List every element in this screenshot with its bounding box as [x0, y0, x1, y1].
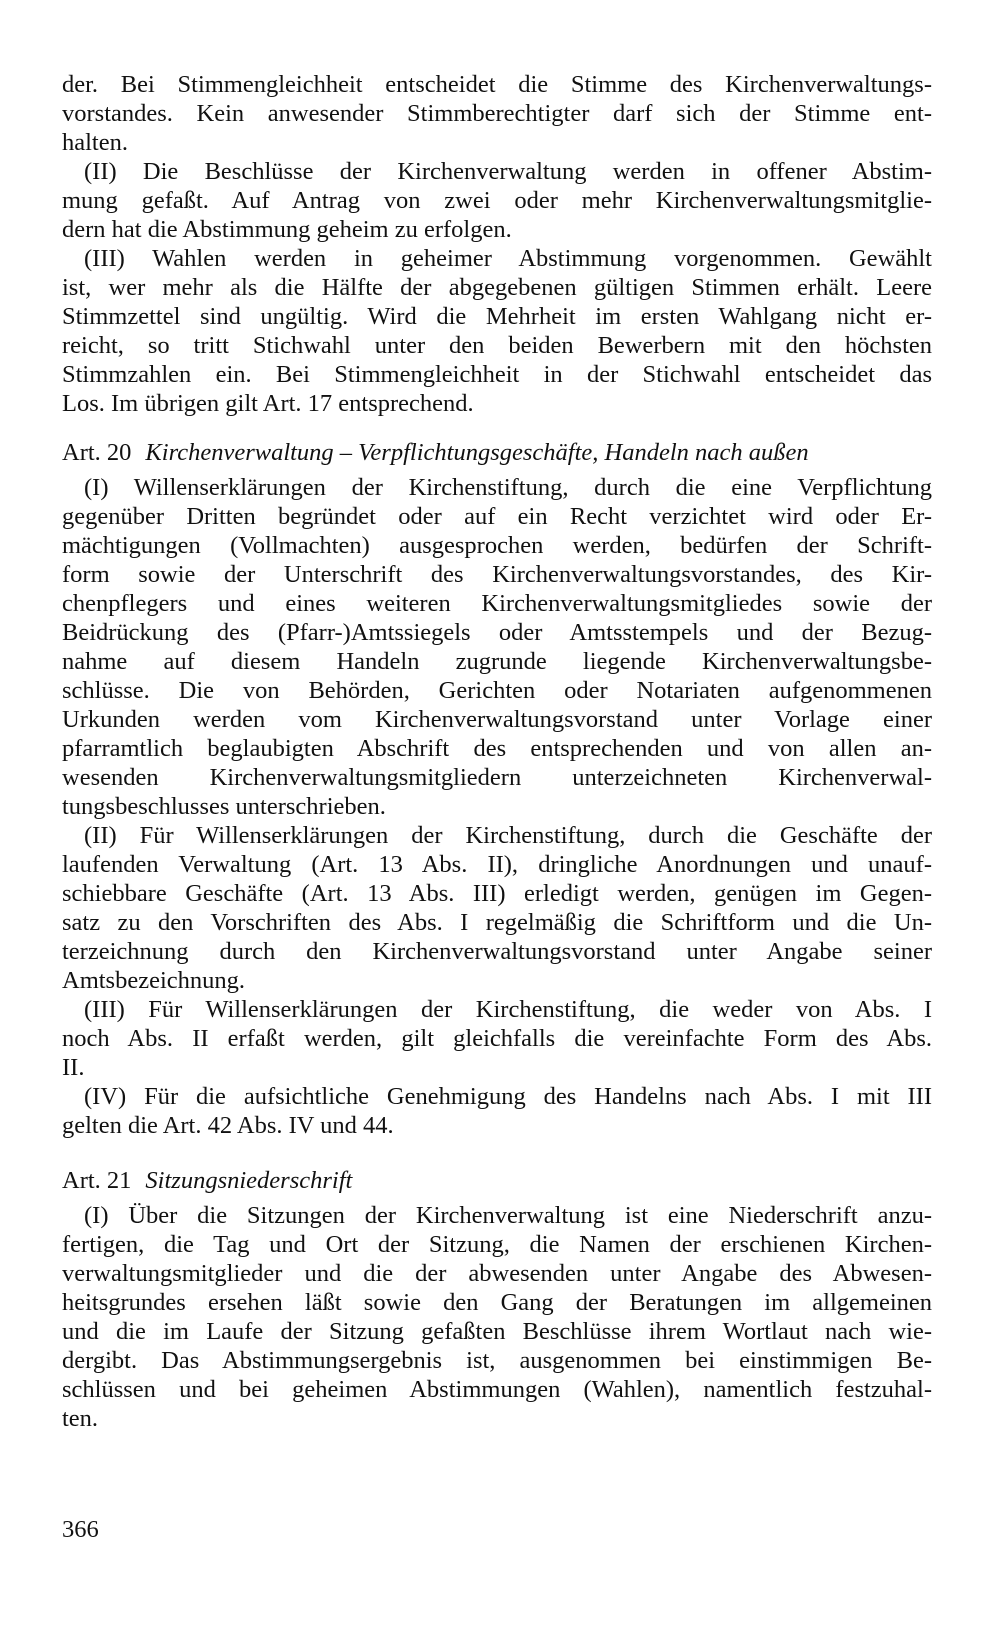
text-line: vorstandes. Kein anwesender Stimmberechtigter darf sich der Stimme ent-: [62, 100, 932, 127]
text-line: reicht, so tritt Stichwahl unter den beiden Bewerbern mit den höchsten: [62, 332, 932, 359]
paragraph-iii: [62, 244, 932, 418]
art20-paragraph-iv: [62, 1082, 932, 1140]
text-line: schlüsse. Die von Behörden, Gerichten oder Notariaten aufgenommenen: [62, 677, 932, 704]
text-line: (II) Die Beschlüsse der Kirchenverwaltung werden in offener Abstim-: [84, 158, 932, 185]
article-title: Sitzungsniederschrift: [145, 1167, 353, 1194]
article-number: Art. 21: [62, 1167, 132, 1194]
paragraph-ii: [62, 157, 932, 244]
text-line: Stimmzahlen ein. Bei Stimmengleichheit in der Stichwahl entscheidet das: [62, 361, 932, 388]
text-line: laufenden Verwaltung (Art. 13 Abs. II), dringliche Anordnungen und unauf-: [62, 851, 932, 878]
text-line: terzeichnung durch den Kirchenverwaltungsvorstand unter Angabe seiner: [62, 938, 932, 965]
text-line: schlüssen und bei geheimen Abstimmungen (Wahlen), namentlich festzuhal-: [62, 1376, 932, 1403]
paragraph-continuation: [62, 70, 932, 157]
text-line: mung gefaßt. Auf Antrag von zwei oder mehr Kirchenverwaltungsmitglie-: [62, 187, 932, 214]
text-line: (IV) Für die aufsichtliche Genehmigung des Handelns nach Abs. I mit III: [84, 1083, 932, 1110]
text-line: Los. Im übrigen gilt Art. 17 entsprechend.: [62, 390, 474, 417]
text-line: dern hat die Abstimmung geheim zu erfolgen.: [62, 216, 512, 243]
text-line: gelten die Art. 42 Abs. IV und 44.: [62, 1112, 394, 1139]
text-line: schiebbare Geschäfte (Art. 13 Abs. III) erledigt werden, genügen im Gegen-: [62, 880, 932, 907]
article-number: Art. 20: [62, 439, 132, 466]
art20-paragraph-iii: [62, 995, 932, 1082]
text-line: (I) Über die Sitzungen der Kirchenverwaltung ist eine Niederschrift anzu-: [84, 1202, 932, 1229]
art21-paragraph-i: [62, 1201, 932, 1433]
text-line: Beidrückung des (Pfarr-)Amtssiegels oder Amtsstempels und der Bezug-: [62, 619, 932, 646]
text-line: II.: [62, 1054, 85, 1081]
text-line: Stimmzettel sind ungültig. Wird die Mehrheit im ersten Wahlgang nicht er-: [62, 303, 932, 330]
art20-paragraph-i: [62, 473, 932, 821]
text-line: mächtigungen (Vollmachten) ausgesprochen werden, bedürfen der Schrift-: [62, 532, 932, 559]
text-line: (I) Willenserklärungen der Kirchenstiftung, durch die eine Verpflichtung: [84, 474, 932, 501]
text-line: nahme auf diesem Handeln zugrunde liegende Kirchenverwaltungsbe-: [62, 648, 932, 675]
text-line: und die im Laufe der Sitzung gefaßten Beschlüsse ihrem Wortlaut nach wie-: [62, 1318, 932, 1345]
article-21-heading: [62, 1166, 932, 1195]
text-line: noch Abs. II erfaßt werden, gilt gleichfalls die vereinfachte Form des Abs.: [62, 1025, 932, 1052]
text-line: (II) Für Willenserklärungen der Kirchenstiftung, durch die Geschäfte der: [84, 822, 932, 849]
text-line: satz zu den Vorschriften des Abs. I regelmäßig die Schriftform und die Un-: [62, 909, 932, 936]
text-line: tungsbeschlusses unterschrieben.: [62, 793, 386, 820]
text-line: pfarramtlich beglaubigten Abschrift des entsprechenden und von allen an-: [62, 735, 932, 762]
text-line: wesenden Kirchenverwaltungsmitgliedern unterzeichneten Kirchenverwal-: [62, 764, 932, 791]
text-line: chenpflegers und eines weiteren Kirchenverwaltungsmitgliedes sowie der: [62, 590, 932, 617]
text-line: Urkunden werden vom Kirchenverwaltungsvorstand unter Vorlage einer: [62, 706, 932, 733]
text-line: heitsgrundes ersehen läßt sowie den Gang der Beratungen im allgemeinen: [62, 1289, 932, 1316]
text-line: ten.: [62, 1405, 99, 1432]
text-line: (III) Wahlen werden in geheimer Abstimmung vorgenommen. Gewählt: [84, 245, 932, 272]
article-20-heading: [62, 438, 932, 467]
text-line: dergibt. Das Abstimmungsergebnis ist, ausgenommen bei einstimmigen Be-: [62, 1347, 932, 1374]
page-number: 366: [62, 1516, 99, 1543]
text-line: (III) Für Willenserklärungen der Kirchenstiftung, die weder von Abs. I: [84, 996, 932, 1023]
text-line: Amtsbezeichnung.: [62, 967, 246, 994]
article-title: Kirchenverwaltung – Verpflichtungsgeschäfte, Handeln nach außen: [145, 439, 809, 466]
text-line: halten.: [62, 129, 128, 156]
document-page: [62, 70, 932, 1433]
text-line: der. Bei Stimmengleichheit entscheidet die Stimme des Kirchenverwaltungs-: [62, 71, 932, 98]
art20-paragraph-ii: [62, 821, 932, 995]
text-line: verwaltungsmitglieder und die der abwesenden unter Angabe des Abwesen-: [62, 1260, 932, 1287]
text-line: ist, wer mehr als die Hälfte der abgegebenen gültigen Stimmen erhält. Leere: [62, 274, 932, 301]
text-line: fertigen, die Tag und Ort der Sitzung, die Namen der erschienen Kirchen-: [62, 1231, 932, 1258]
text-line: gegenüber Dritten begründet oder auf ein Recht verzichtet wird oder Er-: [62, 503, 932, 530]
text-line: form sowie der Unterschrift des Kirchenverwaltungsvorstandes, des Kir-: [62, 561, 932, 588]
